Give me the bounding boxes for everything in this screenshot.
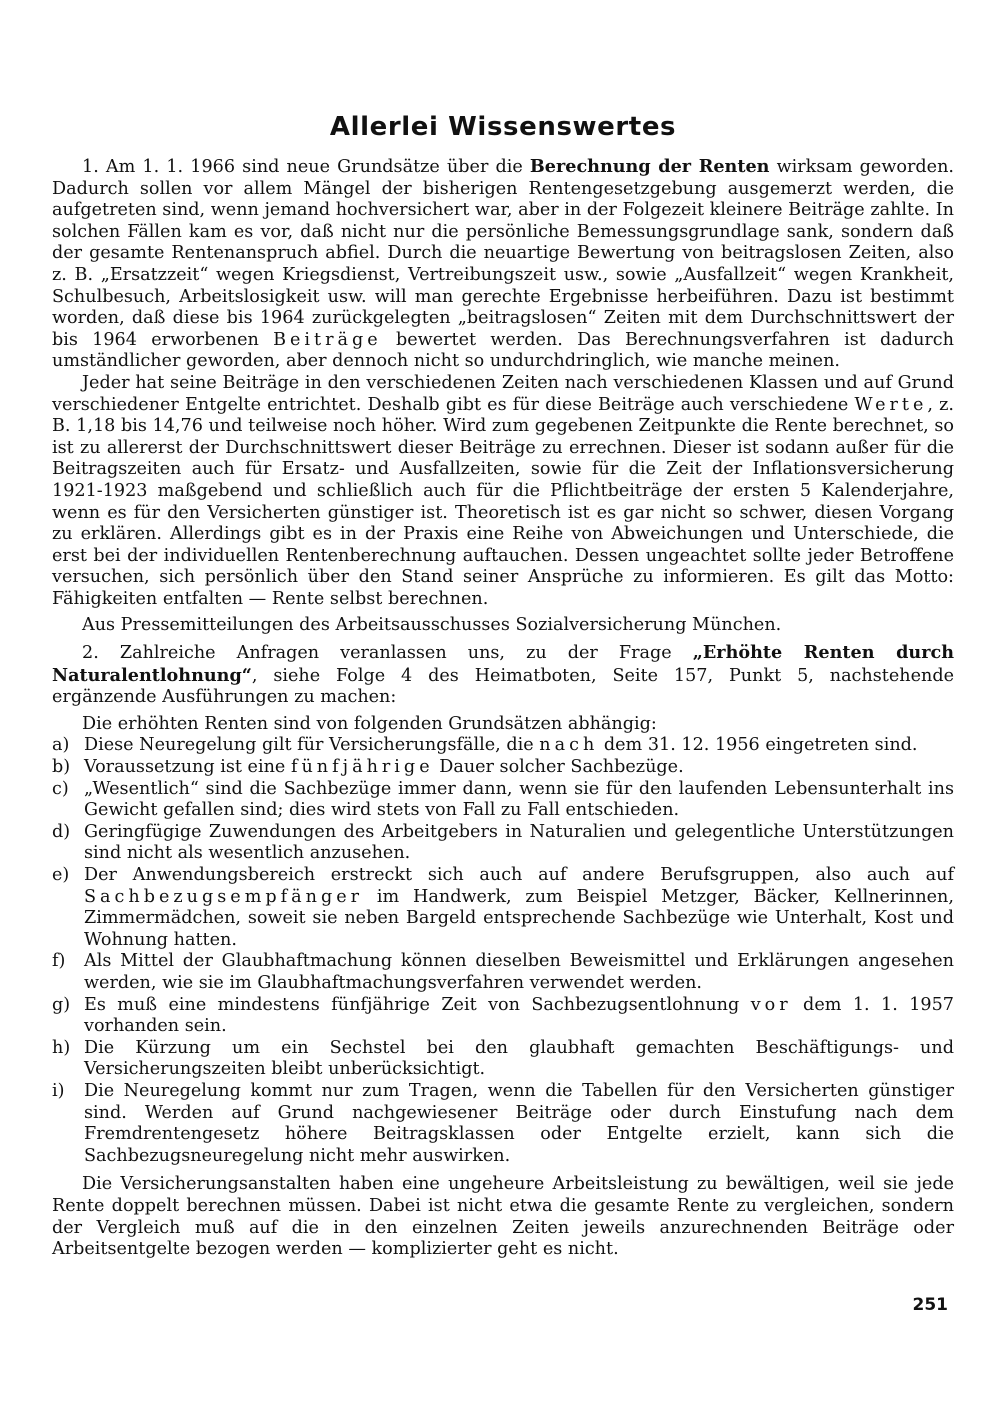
source-note: Aus Pressemitteilungen des Arbeitsausschusses Sozialversicherung München. bbox=[82, 615, 782, 636]
document-page bbox=[52, 104, 954, 1261]
spacer bbox=[52, 1167, 954, 1174]
list-item-text: „Wesentlich“ sind die Sachbezüge immer dann, wenn sie für den laufenden Lebensunterhalt ins Gewicht gefallen sind; dies wird stets von Fall zu Fall entschieden. bbox=[84, 778, 954, 821]
section-1-paragraph bbox=[52, 156, 954, 373]
section-1b-text-a: Jeder hat seine Beiträge in den verschiedenen Zeiten nach verschiedenen Klassen und auf Grund verschiedener Entgelte entrichtet. Deshalb gibt es für diese Beiträge auch verschiedene bbox=[52, 372, 954, 415]
section-2-bold-term: „Erhöhte Renten durch Naturalentlohnung“ bbox=[52, 642, 954, 686]
list-item-g bbox=[52, 995, 954, 1038]
list-item-text: Geringfügige Zuwendungen des Arbeitgebers in Naturalien und gelegentliche Unterstützungen sind nicht als wesentlich anzusehen. bbox=[84, 821, 954, 864]
list-item-text: Dauer solcher Sachbezüge. bbox=[433, 757, 684, 778]
list-item-spaced: nach bbox=[539, 735, 599, 756]
list-item-c bbox=[52, 779, 954, 822]
section-1b-text-b: , z. B. 1,18 bis 14,76 und teilweise noch höher. Wird zum gegebenen Zeitpunkte die Rente berechnet, so ist zu allererst der Durchschnittswert dieser Beiträge zu errechnen. Dieser ist sodann außer für die Beitragszeiten auch für Ersatz- und Ausfallzeiten, sowie für die Zeit der Inflationsversicherung 1921-1923 maßgebend und schließlich auch für die Pflichtbeiträge der ersten 5 Kalenderjahre, wenn es für den Versicherten günstiger ist. Theoretisch ist es gar nicht so schwer, diesen Vorgang zu erklären. Allerdings gibt es in der Praxis eine Reihe von Abweichungen und Unterschiede, die erst bei der individuellen Rentenberechnung auftauchen. Dessen ungeachtet sollte jeder Betroffene versuchen, sich persönlich über den Stand seiner Ansprüche zu informieren. Es gilt das Motto: Fähigkeiten entfalten — Rente selbst berechnen. bbox=[52, 394, 954, 609]
section-2-paragraph bbox=[52, 642, 954, 709]
list-item-a bbox=[52, 735, 954, 757]
list-item-text: dem 1. 1. 1957 vorhanden sein. bbox=[84, 994, 954, 1037]
list-item-i bbox=[52, 1081, 954, 1167]
list-item-text: Die Kürzung um ein Sechstel bei den glaubhaft gemachten Beschäftigungs- und Versicherungszeiten bleibt unberücksichtigt. bbox=[84, 1037, 954, 1080]
list-item-text: dem 31. 12. 1956 eingetreten sind. bbox=[598, 735, 918, 756]
section-1-spaced-term: Beiträge bbox=[273, 329, 382, 350]
list-item-d bbox=[52, 822, 954, 865]
list-item-text: Es muß eine mindestens fünfjährige Zeit von Sachbezugsentlohnung bbox=[84, 994, 751, 1015]
closing-paragraph: Die Versicherungsanstalten haben eine ungeheure Arbeitsleistung zu bewältigen, weil sie jede Rente doppelt berechnen müssen. Dabei ist nicht etwa die gesamte Rente zu vergleichen, sondern der Vergleich muß auf die in den einzelnen Zeiten jeweils anzurechnenden Beiträge oder Arbeitsentgelte bezogen werden — komplizierter geht es nicht. bbox=[52, 1174, 954, 1260]
list-item-label: c) bbox=[52, 778, 69, 799]
list-item-e bbox=[52, 865, 954, 951]
page-title: Allerlei Wissenswertes bbox=[329, 112, 677, 142]
list-item-spaced: fünfjährige bbox=[290, 757, 434, 778]
list-item-b bbox=[52, 757, 954, 779]
section-1b-spaced-term: Werte bbox=[854, 394, 928, 415]
list-item-label: b) bbox=[52, 757, 71, 778]
list-item-f bbox=[52, 951, 954, 994]
list-item-label: d) bbox=[52, 821, 71, 842]
section-1-text-a: wirksam geworden. Dadurch sollen vor allem Mängel der bisherigen Rentengesetzgebung ausgemerzt werden, die aufgetreten sind, wenn jemand hochversichert war, aber in der Folgezeit kleinere Beiträge zahlte. In solchen Fällen kam es vor, daß nicht nur die persönliche Bemessungsgrundlage sank, sondern daß der gesamte Rentenanspruch abfiel. Durch die neuartige Bewertung von beitragslosen Zeiten, also z. B. „Ersatzzeit“ wegen Kriegsdienst, Vertreibungszeit usw., sowie „Ausfallzeit“ wegen Krankheit, Schulbesuch, Arbeitslosigkeit usw. will man gerechte Ergebnisse herbeiführen. Dazu ist bestimmt worden, daß diese bis 1964 zurückgelegten „beitragslosen“ Zeiten mit dem Durchschnittswert der bis 1964 erworbenen bbox=[52, 157, 954, 350]
list-item-h bbox=[52, 1038, 954, 1081]
section-2-text: , siehe Folge 4 des Heimatboten, Seite 157, Punkt 5, nachstehende ergänzende Ausführungen zu machen: bbox=[52, 665, 954, 708]
list-lead: Die erhöhten Renten sind von folgenden Grundsätzen abhängig: bbox=[82, 713, 657, 734]
section-1-intro: 1. Am 1. 1. 1966 sind neue Grundsätze über die bbox=[82, 157, 530, 177]
page-number: 251 bbox=[912, 1295, 948, 1315]
principles-list bbox=[52, 735, 954, 1167]
list-item-text: Der Anwendungsbereich erstreckt sich auch auf andere Berufsgruppen, also auch auf bbox=[84, 865, 954, 885]
list-item-label: i) bbox=[52, 1080, 65, 1101]
list-item-label: h) bbox=[52, 1037, 71, 1058]
section-2-intro: 2. Zahlreiche Anfragen veranlassen uns, zu der Frage bbox=[82, 643, 693, 664]
section-1-text-b: bewertet werden. Das Berechnungsverfahren ist dadurch umständlicher geworden, aber dennoch nicht so undurchdringlich, wie manche meinen. bbox=[52, 329, 954, 372]
section-1-bold-term: Berechnung der Renten bbox=[529, 156, 770, 177]
list-item-spaced: Sachbezugsempfänger bbox=[84, 886, 364, 907]
list-item-text: Diese Neuregelung gilt für Versicherungsfälle, die bbox=[84, 735, 540, 756]
list-item-text: im Handwerk, zum Beispiel Metzger, Bäcker, Kellnerinnen, Zimmermädchen, soweit sie neben Bargeld entsprechende Sachbezüge wie Unterhalt, Kost und Wohnung hatten. bbox=[84, 886, 954, 950]
list-item-label: f) bbox=[52, 951, 66, 972]
list-item-label: g) bbox=[52, 994, 71, 1015]
list-item-label: e) bbox=[52, 865, 70, 885]
list-item-text: Als Mittel der Glaubhaftmachung können dieselben Beweismittel und Erklärungen angesehen werden, wie sie im Glaubhaftmachungsverfahren verwendet werden. bbox=[84, 951, 954, 993]
list-item-text: Die Neuregelung kommt nur zum Tragen, wenn die Tabellen für den Versicherten günstiger sind. Werden auf Grund nachgewiesener Beiträge oder durch Einstufung nach dem Fremdrentengesetz höhere Beitragsklassen oder Entgelte erzielt, kann sich die Sachbezugsneuregelung nicht mehr auswirken. bbox=[84, 1080, 954, 1166]
list-item-spaced: vor bbox=[750, 994, 792, 1015]
list-item-label: a) bbox=[52, 735, 70, 756]
section-1b-paragraph bbox=[52, 373, 954, 611]
list-item-text: Voraussetzung ist eine bbox=[84, 757, 291, 778]
